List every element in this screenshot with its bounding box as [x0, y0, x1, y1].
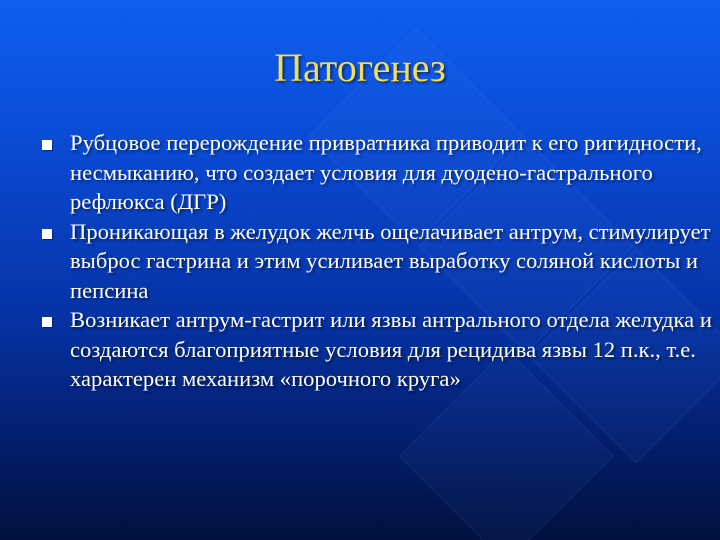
bullet-item	[42, 128, 714, 217]
bullet-list	[42, 128, 714, 394]
square-bullet-icon	[42, 317, 52, 327]
bullet-item	[42, 305, 714, 394]
square-bullet-icon	[42, 140, 52, 150]
square-bullet-icon	[42, 229, 52, 239]
bullet-text: Проникающая в желудок желчь ощелачивает антрум, стимулирует выброс гастрина и этим усиливает выработку соляной кислоты и пепсина	[70, 218, 711, 303]
bullet-text: Возникает антрум-гастрит или язвы антрального отдела желудка и создаются благоприятные условия для рецидива язвы 12 п.к., т.е. характерен механизм «порочного круга»	[70, 307, 712, 391]
slide-title: Патогенез	[274, 45, 446, 90]
bullet-item	[42, 217, 714, 306]
bullet-text: Рубцовое перерождение привратника приводит к его ригидности, несмыканию, что создает условия для дуодено-гастрального рефлюкса (ДГР)	[70, 130, 702, 214]
